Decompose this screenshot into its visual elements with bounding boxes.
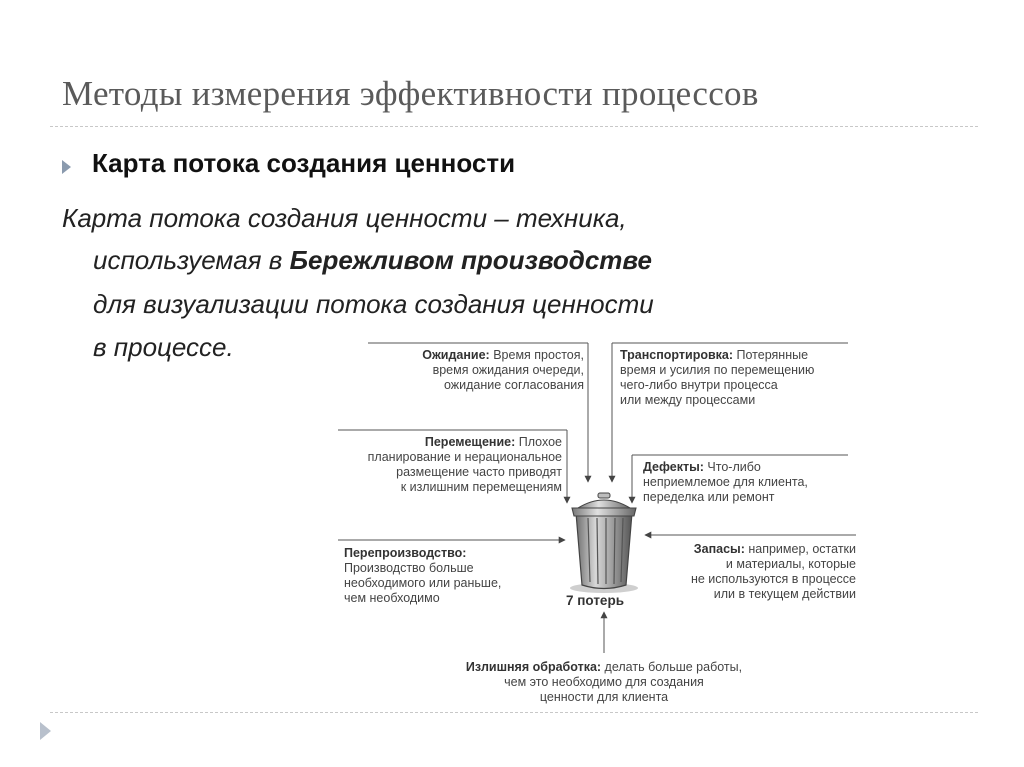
waste-transport-name: Транспортировка: <box>620 348 734 362</box>
waste-transport-line: Потерянные <box>733 348 809 362</box>
waste-overprocessing-line: делать больше работы, <box>601 660 743 674</box>
waste-motion-line: размещение часто приводят <box>396 465 562 479</box>
waste-inventory-line: и материалы, которые <box>725 557 856 571</box>
waste-waiting-name: Ожидание: <box>422 348 490 362</box>
definition-line-2-text: используемая в <box>93 245 290 275</box>
waste-motion-line: планирование и нерациональное <box>367 450 562 464</box>
waste-inventory-line: не используются в процессе <box>690 572 856 586</box>
next-slide-arrow-icon[interactable] <box>40 722 51 740</box>
waste-overprocessing-line: чем это необходимо для создания <box>504 675 704 689</box>
waste-inventory <box>640 542 856 602</box>
seven-wastes-label: 7 потерь <box>566 593 624 608</box>
waste-defects-line: Что-либо <box>703 460 761 474</box>
slide-title: Методы измерения эффективности процессов <box>62 74 759 113</box>
waste-waiting-line: Время простоя, <box>489 348 584 362</box>
definition-line-4: в процессе. <box>93 332 234 362</box>
waste-overproduction-line: необходимого или раньше, <box>344 576 502 590</box>
waste-waiting-line: время ожидания очереди, <box>432 363 584 377</box>
waste-overproduction-name: Перепроизводство: <box>344 546 467 560</box>
waste-defects <box>643 460 808 505</box>
waste-transport <box>620 348 814 408</box>
waste-defects-line: неприемлемое для клиента, <box>643 475 808 489</box>
definition-line-3: для визуализации потока создания ценности <box>93 289 654 319</box>
waste-overprocessing-line: ценности для клиента <box>539 690 669 704</box>
waste-motion-line: к излишним перемещениям <box>400 480 562 494</box>
waste-transport-line: чего-либо внутри процесса <box>620 378 778 392</box>
footer-divider <box>50 712 978 713</box>
waste-motion-name: Перемещение: <box>424 435 516 449</box>
waste-overprocessing <box>430 660 778 705</box>
waste-transport-line: время и усилия по перемещению <box>620 363 815 377</box>
definition-line-1: Карта потока создания ценности – техника, <box>62 203 627 233</box>
lean-production-term: Бережливом производстве <box>289 245 652 275</box>
waste-overproduction-line: Производство больше <box>344 561 474 575</box>
waste-motion <box>340 435 562 495</box>
waste-waiting-line: ожидание согласования <box>443 378 584 392</box>
waste-motion-line: Плохое <box>515 435 562 449</box>
waste-inventory-line: или в текущем действии <box>713 587 856 601</box>
waste-overprocessing-name: Излишняя обработка: <box>465 660 602 674</box>
waste-overproduction-line: чем необходимо <box>344 591 440 605</box>
section-heading: Карта потока создания ценности <box>92 148 516 178</box>
trash-can-icon <box>570 493 638 593</box>
waste-overproduction <box>344 546 501 606</box>
waste-transport-line: или между процессами <box>620 393 756 407</box>
waste-defects-name: Дефекты: <box>643 460 704 474</box>
waste-inventory-line: например, остатки <box>744 542 856 556</box>
waste-inventory-name: Запасы: <box>693 542 745 556</box>
waste-defects-line: переделка или ремонт <box>643 490 775 504</box>
waste-waiting <box>382 348 584 393</box>
